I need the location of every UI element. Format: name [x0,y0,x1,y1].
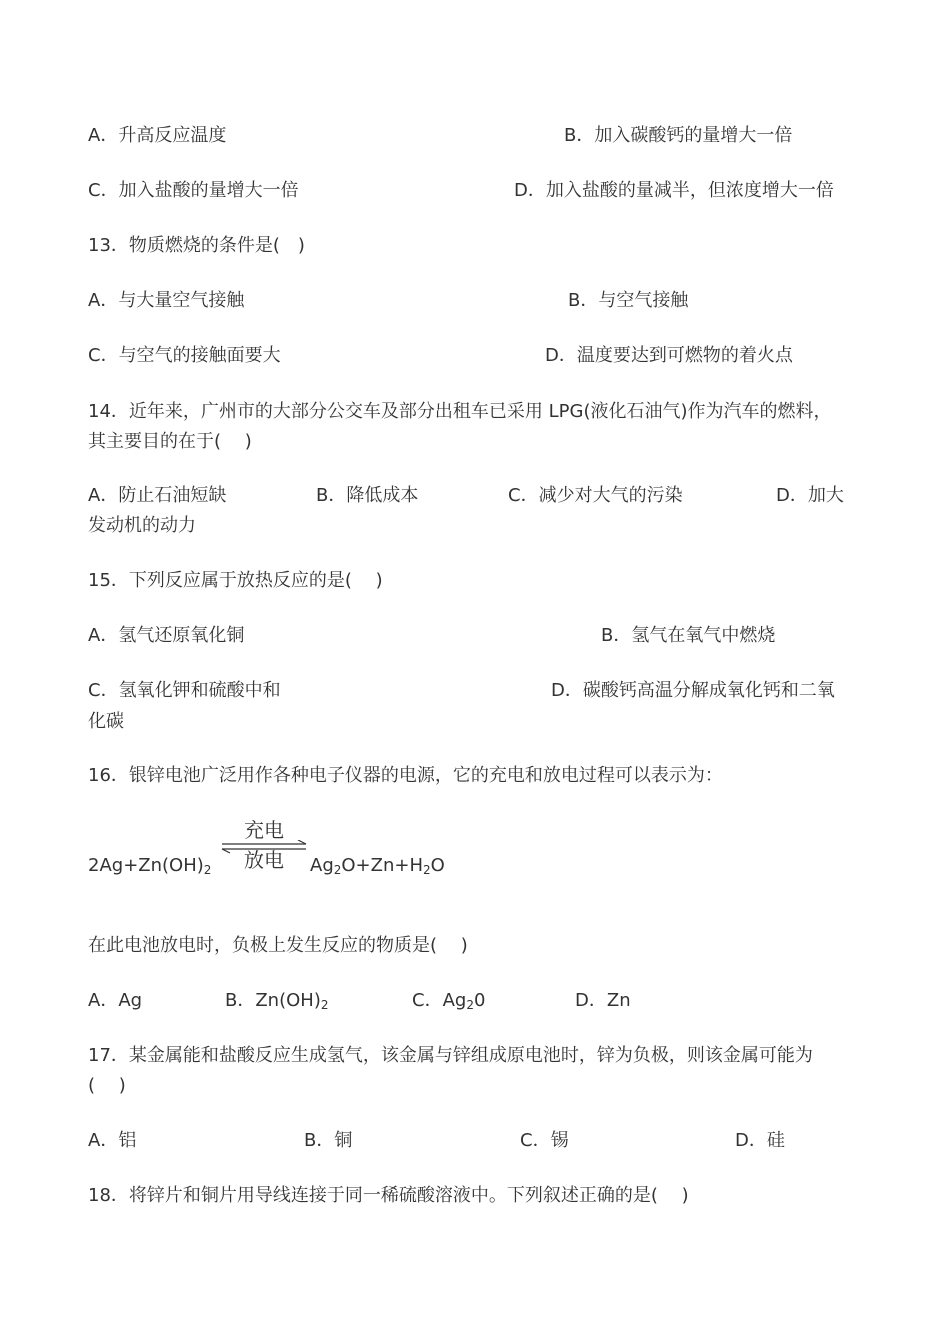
q14-stem-line2: 其主要目的在于( ) [88,431,252,452]
q16-reversible-arrow [218,818,310,874]
q17-stem-line2: ( ) [88,1075,126,1096]
q18-stem: 18．将锌片和铜片用导线连接于同一稀硫酸溶液中。下列叙述正确的是( ) [88,1185,689,1206]
q15-option-a: A．氢气还原氧化铜 [88,625,245,646]
q17-option-b: B．铜 [304,1130,353,1151]
q12-option-b: B．加入碳酸钙的量增大一倍 [564,125,793,146]
q16-option-d: D．Zn [575,990,631,1011]
q15-option-d-line2: 化碳 [88,711,124,732]
q13-option-c: C．与空气的接触面要大 [88,345,281,366]
q13-option-d: D．温度要达到可燃物的着火点 [545,345,793,366]
q15-option-c: C．氢氧化钾和硫酸中和 [88,680,281,701]
q17-option-d: D．硅 [735,1130,785,1151]
q13-option-a: A．与大量空气接触 [88,290,245,311]
q15-option-b: B．氢气在氧气中燃烧 [601,625,776,646]
q13-stem: 13．物质燃烧的条件是( ) [88,235,305,256]
q16-question: 在此电池放电时，负极上发生反应的物质是( ) [88,935,468,956]
q14-stem-line1: 14．近年来，广州市的大部分公交车及部分出租车已采用 LPG(液化石油气)作为汽车的燃料， [88,401,832,422]
q14-option-b: B．降低成本 [316,485,419,506]
q17-option-a: A．铝 [88,1130,137,1151]
q14-option-d-line2: 发动机的动力 [88,515,196,536]
q16-equation-right: $Ag_2O+Zn+H_2O$ [310,855,445,877]
q16-equation-left: $2Ag+Zn(OH)_2$ [88,855,212,877]
q17-stem-line1: 17．某金属能和盐酸反应生成氢气，该金属与锌组成原电池时，锌为负极，则该金属可能为 [88,1045,813,1066]
arrow-label-discharge: 放电 [244,848,284,872]
q14-option-c: C．减少对大气的污染 [508,485,683,506]
q12-option-d: D．加入盐酸的量减半，但浓度增大一倍 [514,180,834,201]
q14-option-d-line1: D．加大 [776,485,844,506]
q12-option-a: A．升高反应温度 [88,125,227,146]
q12-option-c: C．加入盐酸的量增大一倍 [88,180,299,201]
q15-option-d-line1: D．碳酸钙高温分解成氧化钙和二氧 [551,680,835,701]
q17-option-c: C．锡 [520,1130,569,1151]
q14-option-a: A．防止石油短缺 [88,485,227,506]
q13-option-b: B．与空气接触 [568,290,689,311]
q16-option-a: A．Ag [88,990,143,1011]
q16-option-c: C．$Ag_20$ [412,990,486,1012]
q16-stem: 16．银锌电池广泛用作各种电子仪器的电源，它的充电和放电过程可以表示为： [88,765,723,786]
q16-option-b: B．$Zn(OH)_2$ [225,990,329,1012]
q15-stem: 15．下列反应属于放热反应的是( ) [88,570,383,591]
arrow-label-charge: 充电 [244,818,284,842]
